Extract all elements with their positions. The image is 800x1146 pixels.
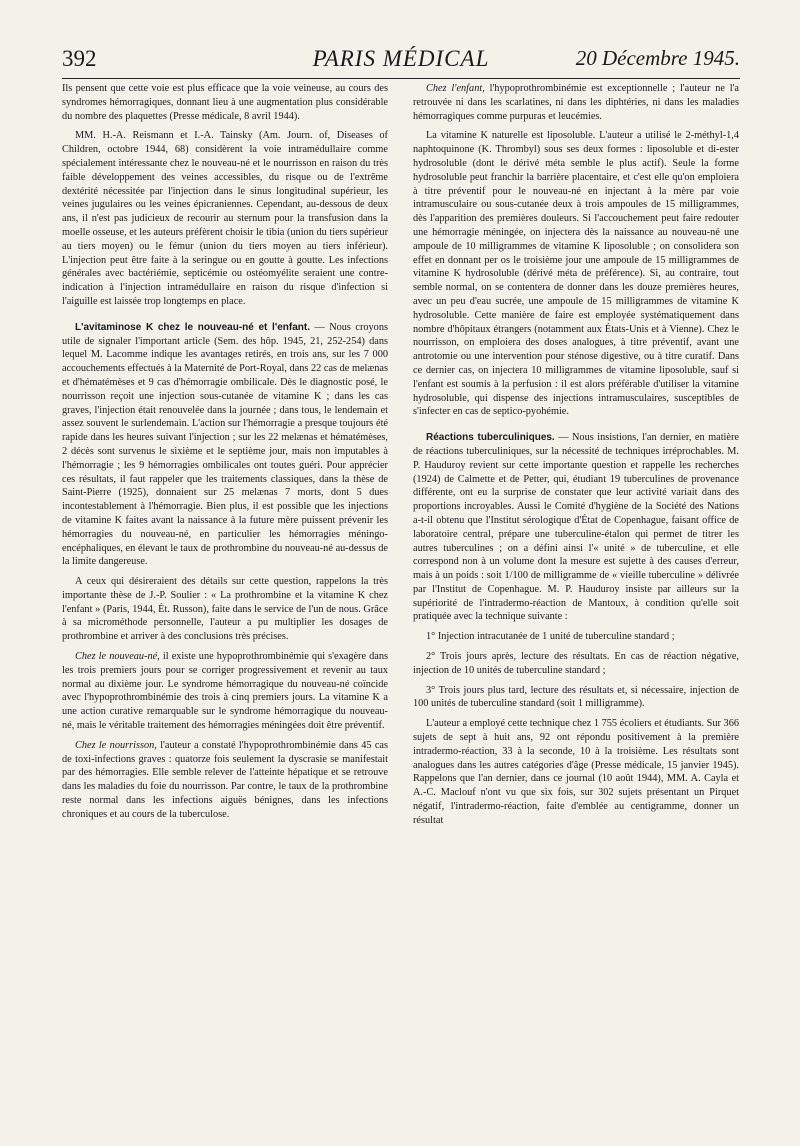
section-heading: L'avitaminose K chez le nouveau-né et l'enfant. — [75, 321, 310, 333]
paragraph: Ils pensent que cette voie est plus efficace que la voie veineuse, au cours des syndromes hémorragiques, donnant lieu à une augmentation plus considérable du nombre des plaquettes (Presse médicale, 8 avril 1944). — [62, 83, 388, 122]
section-heading: Réactions tuberculiniques. — [426, 432, 555, 444]
paragraph-text: l'auteur a constaté l'hypoprothrombinémie dans 45 cas de toxi-infections graves : quatorze fois seulement la dyscrasie se manifestait par des hémorragies. Elle semble relever de l'atteinte hépatique et se retrouve dans les maladies du foie du nourrisson. Par contre, le taux de la prothrombine reste normal dans les infections aiguës bénignes, dans les infections chroniques et au cours de la tuberculose. — [62, 739, 388, 820]
paragraph-text: il existe une hypoprothrombinémie qui s'exagère dans les trois premiers jours pour se corriger progressivement et revenir au taux normal au dixième jour. Le syndrome hémorragique du nouveau-né coïncide avec l'hypoprothrombinémie des trois à cinq premiers jours. La vitamine K a une action curative remarquable sur le syndrome hémorragique du nouveau-né, mais le véritable traitement des hémorragies méningées doit être préventif. — [62, 651, 388, 732]
paragraph: A ceux qui désireraient des détails sur cette question, rappelons la très importante thèse de J.-P. Soulier : « La prothrombine et la vitamine K chez l'enfant » (Paris, 1944, Ét. Russon), faite dans le service de l'un de nous. Grâce à sa microméthode personnelle, l'auteur a pu multiplier les dosages de prothrombine et arriver à des conclusions très précises. — [62, 576, 388, 643]
journal-title: PARIS MÉDICAL — [312, 46, 490, 71]
paragraph-text: — Nous insistions, l'an dernier, en matière de réactions tuberculiniques, sur la nécessité de techniques irréprochables. M. P. Hauduroy revient sur cette importante question et rappelle les recherches (1924) de Calmette et de Petter, qui, étudiant 19 tuberculines de provenance différente, ont eu la surprise de constater que leur activité variait dans des proportions incroyables. Aussi le Comité d'hygiène de la Société des Nations a-t-il obtenu que l'Institut sérologique d'État de Copenhague, faisant office de laboratoire central, prépare une tuberculine-étalon qui permet de titrer les autres tuberculines ; on a défini ainsi l'« unité » de tuberculine, et elle correspond non à un volume dont la mesure est sujette à des causes d'erreur, mais à un poids : soit 1/100 de milligramme de « vieille tuberculine » délivrée par l'Institut de Copenhague. M. P. Hauduroy insiste par ailleurs sur la supériorité de l'intradermo-réaction de Mantoux, à condition qu'elle soit pratiquée avec la technique suivante : — [413, 432, 739, 623]
paragraph — [413, 82, 739, 123]
paragraph: MM. H.-A. Reismann et I.-A. Tainsky (Am. Journ. of, Diseases of Children, octobre 1944, 68) considèrent la voie intramédullaire comme spécialement intéressante chez le nouveau-né et le nourrisson en raison du très faible développement des veines accessibles, du risque ou de l'extrême dextérité nécessitée par l'injection dans le sinus longitudinal supérieur, les veines jugulaires ou les veines épicraniennes. Cependant, au-dessous de deux ans, il n'est pas judicieux de recourir au sternum pour la transfusion dans la moelle osseuse, et les auteurs préfèrent choisir le tibia (union du tiers supérieur au tiers moyen) ou le fémur (union du tiers moyen au tiers inférieur). L'injection peut être faite à la seringue ou en goutte à goutte. Les infections générales avec bactériémie, septicémie ou ostéomyélite seraient une contre-indication à l'injection intramédullaire en raison du risque d'infection si l'aiguille est laissée trop longtemps en place. — [62, 130, 388, 307]
paragraph — [62, 739, 388, 822]
right-column — [413, 82, 739, 834]
page-number: 392 — [62, 46, 97, 71]
issue-date: 20 Décembre 1945. — [575, 46, 740, 70]
page-header — [62, 44, 740, 79]
list-item: 2° Trois jours après, lecture des résultats. En cas de réaction négative, injection de 10 unités de tuberculine standard ; — [413, 651, 739, 676]
section-paragraph — [413, 431, 739, 624]
paragraph: L'auteur a employé cette technique chez 1 755 écoliers et étudiants. Sur 366 sujets de sept à huit ans, 92 ont répondu positivement à la première intradermo-réaction, 33 à la seconde, 10 à la troisième. Les résultats sont analogues dans les autres catégories d'âge (Presse médicale, 15 janvier 1945). Rappelons que l'an dernier, dans ce journal (10 août 1944), MM. A. Cayla et A.-C. Maclouf n'ont vu que six fois, sur 302 sujets présentant un Pirquet négatif, l'intradermo-réaction, faite d'emblée au centigramme, donner un résultat — [413, 718, 739, 826]
paragraph-lead: Chez le nouveau-né, — [75, 651, 160, 663]
paragraph-lead: Chez le nourrisson, — [75, 739, 157, 751]
list-item: 1° Injection intracutanée de 1 unité de tuberculine standard ; — [426, 631, 675, 643]
left-column — [62, 82, 388, 828]
paragraph: La vitamine K naturelle est liposoluble. L'auteur a utilisé le 2-méthyl-1,4 naphtoquinone (K. Thrombyl) sous ses deux formes : liposoluble et di-ester hydrosoluble (dont le dérivé méta semble le plus actif). Seule la forme hydrosoluble peut franchir la barrière placentaire, et c'est elle qu'on emploiera à titre préventif pour le nouveau-né en injectant à la mère par voie intramusculaire ou sous-cutanée deux à trois ampoules de 15 milligrammes, dès l'apparition des premières douleurs. Si l'accouchement peut faire redouter une hémorragie méningée, on injectera dès la naissance au nouveau-né une ampoule de 10 milligrammes de vitamine K liposoluble ; on consolidera son effet en donnant per os le troisième jour une ampoule de 15 milligrammes de vitamine K hydrosoluble (dérivé méta de préférence). Si, au contraire, tout semble normal, on se contentera de donner dans les douze premières heures, avec un peu d'eau sucrée, une ampoule de 15 milligrammes de vitamine K hydrosoluble. Cette manière de faire est employée systématiquement dans nombre d'hôpitaux étrangers (notamment aux États-Unis et à Vienne). Chez le nourrisson, on emploiera des doses analogues, à titre préventif, avant une antrotomie ou une intervention pour sténose digestive, ou à titre curatif. Dans ce dernier cas, on injectera 10 milligrammes de vitamine liposoluble, sauf si l'enfant est soumis à la perfusion : il est alors préférable d'utiliser la vitamine hydrosoluble, qui dispense des injections intramusculaires, susceptibles de s'infecter en cas de septico-pyohémie. — [413, 130, 739, 418]
list-item: 3° Trois jours plus tard, lecture des résultats et, si nécessaire, injection de 100 unités de tuberculine standard (soit 1 milligramme). — [413, 684, 739, 710]
paragraph-text: — Nous croyons utile de signaler l'important article (Sem. des hôp. 1945, 21, 252-254) dans lequel M. Lacomme indique les avantages retirés, en trois ans, sur les 7 000 accouchements effectués à la Maternité de Port-Royal, dans 22 cas de melænas et d'hématémèses et 9 cas d'hémorragie ombilicale. Dès le diagnostic posé, le nourrisson reçoit une injection sous-cutanée de vitamine K ; dans les cas graves, l'injection était renouvelée dans la journée ; dans tous, le lendemain et assez souvent le surlendemain. L'action sur l'hémorragie a presque toujours été rapide dans les heures suivant l'injection ; sur les 22 melænas et hématémèses, 2 décès sont survenus le sixième et le septième jour, mais non imputables à l'hémorragie ; les 9 hémorragies ombilicales ont toutes guéri. Pour apprécier ces résultats, il faut rappeler que les traitements classiques, dans la thèse de Saint-Pierre (1925), donnaient sur 25 melænas 7 morts, dont 5 dues incontestablement à l'hémorragie. Bien plus, il est possible que les injections de vitamine K faites avant la naissance à la future mère puissent prévenir les hémorragies du nouveau-né, en particulier les hémorragies méningo-encéphaliques, en élevant le taux de prothrombine du nouveau-né au-dessus de la limite dangereuse. — [62, 321, 388, 568]
paragraph-lead: Chez l'enfant, — [426, 83, 485, 94]
paragraph-text: l'hypoprothrombinémie est exceptionnelle ; l'auteur ne l'a retrouvée ni dans les scarlatines, ni dans les diphtéries, ni dans les maladies hémorragiques comme purpuras et leucémies. — [413, 83, 739, 122]
paragraph — [62, 650, 388, 733]
section-paragraph — [62, 321, 388, 569]
